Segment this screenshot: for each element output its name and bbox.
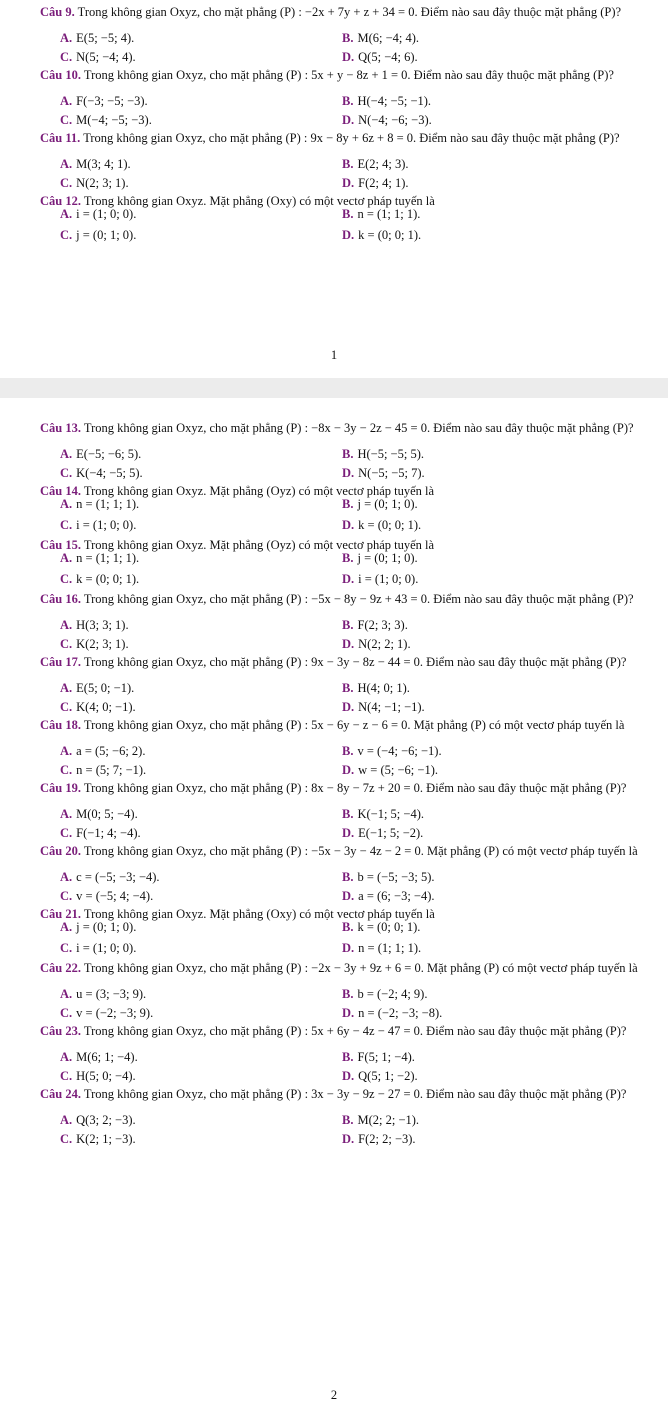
question-label: Câu 18. (40, 718, 81, 732)
question (40, 1025, 652, 1038)
option-letter: D. (342, 889, 355, 903)
option-text: K(4; 0; −1). (76, 700, 136, 714)
question (40, 593, 652, 606)
option-letter: B. (342, 207, 354, 221)
option-letter: C. (60, 518, 73, 532)
option-text: K(−4; −5; 5). (76, 466, 143, 480)
option-a[interactable] (60, 1051, 138, 1064)
question-text: Trong không gian Oxyz, cho mặt phẳng (P) : −5x − 3y − 4z − 2 = 0. Mặt phẳng (P) có một vectơ pháp tuyến là (83, 844, 638, 858)
option-letter: B. (342, 618, 354, 632)
option-c[interactable] (60, 890, 153, 903)
option-letter: B. (342, 497, 354, 511)
option-text: Q(5; −4; 6). (358, 50, 418, 64)
option-d[interactable] (342, 1007, 442, 1020)
question (40, 132, 652, 145)
option-text: a = (5; −6; 2). (76, 744, 146, 758)
option-text: k = (0; 0; 1). (358, 228, 422, 242)
question-text: Trong không gian Oxyz, cho mặt phẳng (P) : 9x − 3y − 8z − 44 = 0. Điểm nào sau đây thuộc mặt phẳng (P)? (83, 655, 627, 669)
option-a[interactable] (60, 448, 141, 461)
option-letter: A. (60, 920, 73, 934)
option-b[interactable] (342, 871, 435, 884)
option-text: k = (0; 0; 1). (358, 518, 422, 532)
option-a[interactable] (60, 552, 139, 565)
option-c[interactable] (60, 229, 136, 242)
option-d[interactable] (342, 890, 435, 903)
option-d[interactable] (342, 1070, 418, 1083)
option-letter: B. (342, 447, 354, 461)
option-letter: A. (60, 618, 73, 632)
option-a[interactable] (60, 988, 146, 1001)
option-letter: C. (60, 700, 73, 714)
option-text: E(2; 4; 3). (357, 157, 409, 171)
option-d[interactable] (342, 764, 438, 777)
option-text: M(6; −4; 4). (357, 31, 420, 45)
option-text: H(−5; −5; 5). (357, 447, 424, 461)
option-a[interactable] (60, 871, 160, 884)
option-a[interactable] (60, 682, 134, 695)
option-letter: B. (342, 987, 354, 1001)
option-b[interactable] (342, 552, 418, 565)
option-text: H(5; 0; −4). (76, 1069, 136, 1083)
option-a[interactable] (60, 498, 139, 511)
option-c[interactable] (60, 701, 136, 714)
option-text: w = (5; −6; −1). (358, 763, 438, 777)
option-a[interactable] (60, 1114, 136, 1127)
option-c[interactable] (60, 177, 129, 190)
option-letter: B. (342, 870, 354, 884)
option-letter: D. (342, 518, 355, 532)
option-text: N(−4; −6; −3). (358, 113, 432, 127)
option-text: i = (1; 0; 0). (76, 207, 137, 221)
option-letter: D. (342, 1006, 355, 1020)
option-b[interactable] (342, 1114, 419, 1127)
option-text: K(−1; 5; −4). (357, 807, 424, 821)
option-d[interactable] (342, 229, 421, 242)
option-text: F(2; 4; 1). (358, 176, 409, 190)
option-text: N(4; −1; −1). (358, 700, 425, 714)
question-text: Trong không gian Oxyz, cho mặt phẳng (P) : 3x − 3y − 9z − 27 = 0. Điểm nào sau đây thuộc mặt phẳng (P)? (83, 1087, 627, 1101)
option-text: n = (1; 1; 1). (76, 551, 140, 565)
question-label: Câu 12. (40, 194, 81, 208)
option-letter: C. (60, 941, 73, 955)
option-text: M(0; 5; −4). (76, 807, 138, 821)
option-text: F(2; 3; 3). (357, 618, 408, 632)
option-text: v = (−2; −3; 9). (76, 1006, 154, 1020)
option-letter: B. (342, 94, 354, 108)
question-label: Câu 20. (40, 844, 81, 858)
option-d[interactable] (342, 573, 418, 586)
option-text: i = (1; 0; 0). (76, 941, 137, 955)
option-letter: D. (342, 572, 355, 586)
option-text: E(−1; 5; −2). (358, 826, 424, 840)
option-letter: D. (342, 763, 355, 777)
option-letter: A. (60, 744, 73, 758)
option-text: M(6; 1; −4). (76, 1050, 138, 1064)
option-text: j = (0; 1; 0). (76, 228, 137, 242)
question-text: Trong không gian Oxyz, cho mặt phẳng (P) : −8x − 3y − 2z − 45 = 0. Điểm nào sau đây thuộc mặt phẳng (P)? (83, 421, 634, 435)
question-label: Câu 10. (40, 68, 81, 82)
option-text: i = (1; 0; 0). (76, 518, 137, 532)
option-text: K(2; 1; −3). (76, 1132, 136, 1146)
option-d[interactable] (342, 114, 432, 127)
page-1 (0, 0, 668, 378)
option-text: H(3; 3; 1). (76, 618, 129, 632)
option-d[interactable] (342, 638, 411, 651)
option-b[interactable] (342, 988, 427, 1001)
option-text: n = (5; 7; −1). (76, 763, 147, 777)
option-text: n = (−2; −3; −8). (358, 1006, 443, 1020)
option-b[interactable] (342, 95, 431, 108)
question-text: Trong không gian Oxyz, cho mặt phẳng (P) : −5x − 8y − 9z + 43 = 0. Điểm nào sau đây thuộc mặt phẳng (P)? (83, 592, 634, 606)
option-letter: A. (60, 807, 73, 821)
option-text: N(2; 3; 1). (76, 176, 129, 190)
option-text: c = (−5; −3; −4). (76, 870, 160, 884)
option-letter: D. (342, 700, 355, 714)
option-text: N(2; 2; 1). (358, 637, 411, 651)
option-letter: A. (60, 94, 73, 108)
option-d[interactable] (342, 942, 421, 955)
option-letter: D. (342, 826, 355, 840)
question-label: Câu 19. (40, 781, 81, 795)
option-d[interactable] (342, 177, 409, 190)
option-text: j = (0; 1; 0). (357, 497, 418, 511)
option-a[interactable] (60, 95, 148, 108)
option-letter: C. (60, 572, 73, 586)
option-b[interactable] (342, 921, 420, 934)
option-text: M(2; 2; −1). (357, 1113, 420, 1127)
option-letter: D. (342, 466, 355, 480)
option-b[interactable] (342, 682, 410, 695)
option-letter: D. (342, 176, 355, 190)
question-text: Trong không gian Oxyz. Mặt phẳng (Oyz) có một vectơ pháp tuyến là (83, 484, 435, 498)
option-letter: B. (342, 681, 354, 695)
question-label: Câu 13. (40, 421, 81, 435)
option-text: Q(5; 1; −2). (358, 1069, 418, 1083)
option-letter: C. (60, 1069, 73, 1083)
option-text: F(−3; −5; −3). (76, 94, 148, 108)
option-d[interactable] (342, 701, 425, 714)
option-c[interactable] (60, 827, 141, 840)
option-text: j = (0; 1; 0). (76, 920, 137, 934)
option-b[interactable] (342, 745, 442, 758)
option-text: i = (1; 0; 0). (358, 572, 419, 586)
question (40, 422, 652, 435)
question-text: Trong không gian Oxyz. Mặt phẳng (Oxy) có một vectơ pháp tuyến là (83, 907, 435, 921)
option-text: M(3; 4; 1). (76, 157, 131, 171)
option-letter: A. (60, 987, 73, 1001)
question (40, 782, 652, 795)
option-c[interactable] (60, 764, 146, 777)
page-number: 1 (330, 348, 338, 362)
option-letter: D. (342, 1069, 355, 1083)
option-letter: B. (342, 157, 354, 171)
question-text: Trong không gian Oxyz, cho mặt phẳng (P) : 8x − 8y − 7z + 20 = 0. Điểm nào sau đây thuộc mặt phẳng (P)? (83, 781, 627, 795)
option-b[interactable] (342, 1051, 415, 1064)
option-a[interactable] (60, 158, 131, 171)
question (40, 1088, 652, 1101)
option-b[interactable] (342, 808, 424, 821)
option-text: j = (0; 1; 0). (357, 551, 418, 565)
question-label: Câu 21. (40, 907, 81, 921)
option-text: F(−1; 4; −4). (76, 826, 141, 840)
option-letter: C. (60, 113, 73, 127)
option-letter: A. (60, 157, 73, 171)
option-letter: A. (60, 870, 73, 884)
option-letter: D. (342, 637, 355, 651)
option-letter: C. (60, 1006, 73, 1020)
option-text: E(−5; −6; 5). (76, 447, 142, 461)
option-letter: C. (60, 889, 73, 903)
question-label: Câu 16. (40, 592, 81, 606)
question-text: Trong không gian Oxyz, cho mặt phẳng (P) : 9x − 8y + 6z + 8 = 0. Điểm nào sau đây thuộc mặt phẳng (P)? (83, 131, 620, 145)
option-letter: A. (60, 447, 73, 461)
option-d[interactable] (342, 51, 418, 64)
page-gap (0, 378, 668, 398)
option-b[interactable] (342, 498, 418, 511)
question (40, 845, 652, 858)
option-a[interactable] (60, 921, 136, 934)
option-letter: C. (60, 763, 73, 777)
question-text: Trong không gian Oxyz, cho mặt phẳng (P) : 5x − 6y − z − 6 = 0. Mặt phẳng (P) có một vectơ pháp tuyến là (83, 718, 625, 732)
option-letter: B. (342, 31, 354, 45)
question-text: Trong không gian Oxyz, cho mặt phẳng (P) : 5x + 6y − 4z − 47 = 0. Điểm nào sau đây thuộc mặt phẳng (P)? (83, 1024, 627, 1038)
option-d[interactable] (342, 467, 425, 480)
option-d[interactable] (342, 1133, 416, 1146)
option-c[interactable] (60, 51, 136, 64)
option-letter: A. (60, 1050, 73, 1064)
option-text: n = (1; 1; 1). (358, 941, 422, 955)
option-letter: B. (342, 920, 354, 934)
option-letter: A. (60, 551, 73, 565)
option-letter: C. (60, 1132, 73, 1146)
option-a[interactable] (60, 208, 136, 221)
option-c[interactable] (60, 1007, 153, 1020)
option-letter: C. (60, 228, 73, 242)
option-letter: B. (342, 1113, 354, 1127)
question-text: Trong không gian Oxyz, cho mặt phẳng (P) : −2x + 7y + z + 34 = 0. Điểm nào sau đây thuộc mặt phẳng (P)? (77, 5, 622, 19)
option-letter: A. (60, 207, 73, 221)
option-letter: B. (342, 744, 354, 758)
question-label: Câu 11. (40, 131, 81, 145)
option-b[interactable] (342, 619, 408, 632)
option-c[interactable] (60, 467, 143, 480)
question (40, 962, 652, 975)
option-text: K(2; 3; 1). (76, 637, 129, 651)
option-letter: D. (342, 50, 355, 64)
option-text: v = (−4; −6; −1). (357, 744, 442, 758)
option-c[interactable] (60, 1133, 136, 1146)
option-c[interactable] (60, 942, 136, 955)
option-a[interactable] (60, 745, 145, 758)
option-text: N(5; −4; 4). (76, 50, 136, 64)
option-c[interactable] (60, 638, 129, 651)
option-a[interactable] (60, 808, 138, 821)
option-text: E(5; −5; 4). (76, 31, 135, 45)
page-number: 2 (330, 1388, 338, 1402)
option-letter: A. (60, 497, 73, 511)
option-text: H(4; 0; 1). (357, 681, 410, 695)
option-c[interactable] (60, 1070, 136, 1083)
question (40, 719, 652, 732)
option-d[interactable] (342, 519, 421, 532)
option-text: Q(3; 2; −3). (76, 1113, 136, 1127)
option-letter: B. (342, 807, 354, 821)
option-a[interactable] (60, 32, 134, 45)
option-text: N(−5; −5; 7). (358, 466, 425, 480)
question (40, 6, 652, 19)
question-label: Câu 14. (40, 484, 81, 498)
option-text: u = (3; −3; 9). (76, 987, 147, 1001)
question-label: Câu 22. (40, 961, 81, 975)
option-b[interactable] (342, 208, 420, 221)
question-label: Câu 23. (40, 1024, 81, 1038)
option-text: n = (1; 1; 1). (76, 497, 140, 511)
option-letter: C. (60, 466, 73, 480)
option-text: H(−4; −5; −1). (357, 94, 432, 108)
question-label: Câu 9. (40, 5, 75, 19)
option-b[interactable] (342, 32, 419, 45)
option-d[interactable] (342, 827, 423, 840)
option-text: M(−4; −5; −3). (76, 113, 152, 127)
option-text: v = (−5; 4; −4). (76, 889, 154, 903)
option-b[interactable] (342, 448, 424, 461)
question-text: Trong không gian Oxyz. Mặt phẳng (Oyz) có một vectơ pháp tuyến là (83, 538, 435, 552)
option-letter: D. (342, 113, 355, 127)
option-letter: D. (342, 228, 355, 242)
question (40, 656, 652, 669)
option-letter: C. (60, 637, 73, 651)
option-letter: B. (342, 551, 354, 565)
option-text: k = (0; 0; 1). (357, 920, 421, 934)
question (40, 69, 652, 82)
option-c[interactable] (60, 519, 136, 532)
question-text: Trong không gian Oxyz, cho mặt phẳng (P) : 5x + y − 8z + 1 = 0. Điểm nào sau đây thuộc mặt phẳng (P)? (83, 68, 614, 82)
option-text: a = (6; −3; −4). (358, 889, 435, 903)
option-letter: A. (60, 1113, 73, 1127)
option-text: n = (1; 1; 1). (357, 207, 421, 221)
option-letter: C. (60, 826, 73, 840)
option-a[interactable] (60, 619, 129, 632)
option-letter: D. (342, 1132, 355, 1146)
option-letter: A. (60, 681, 73, 695)
option-c[interactable] (60, 573, 139, 586)
option-text: F(2; 2; −3). (358, 1132, 416, 1146)
option-letter: D. (342, 941, 355, 955)
option-letter: C. (60, 50, 73, 64)
question-text: Trong không gian Oxyz. Mặt phẳng (Oxy) có một vectơ pháp tuyến là (83, 194, 435, 208)
page-2 (0, 398, 668, 1401)
option-letter: A. (60, 31, 73, 45)
question-label: Câu 15. (40, 538, 81, 552)
option-text: E(5; 0; −1). (76, 681, 135, 695)
option-text: b = (−5; −3; 5). (357, 870, 435, 884)
question-text: Trong không gian Oxyz, cho mặt phẳng (P) : −2x − 3y + 9z + 6 = 0. Mặt phẳng (P) có một vectơ pháp tuyến là (83, 961, 638, 975)
option-c[interactable] (60, 114, 152, 127)
option-letter: C. (60, 176, 73, 190)
question-label: Câu 17. (40, 655, 81, 669)
option-text: k = (0; 0; 1). (76, 572, 140, 586)
option-letter: B. (342, 1050, 354, 1064)
option-text: F(5; 1; −4). (357, 1050, 415, 1064)
question-label: Câu 24. (40, 1087, 81, 1101)
option-text: b = (−2; 4; 9). (357, 987, 428, 1001)
option-b[interactable] (342, 158, 409, 171)
